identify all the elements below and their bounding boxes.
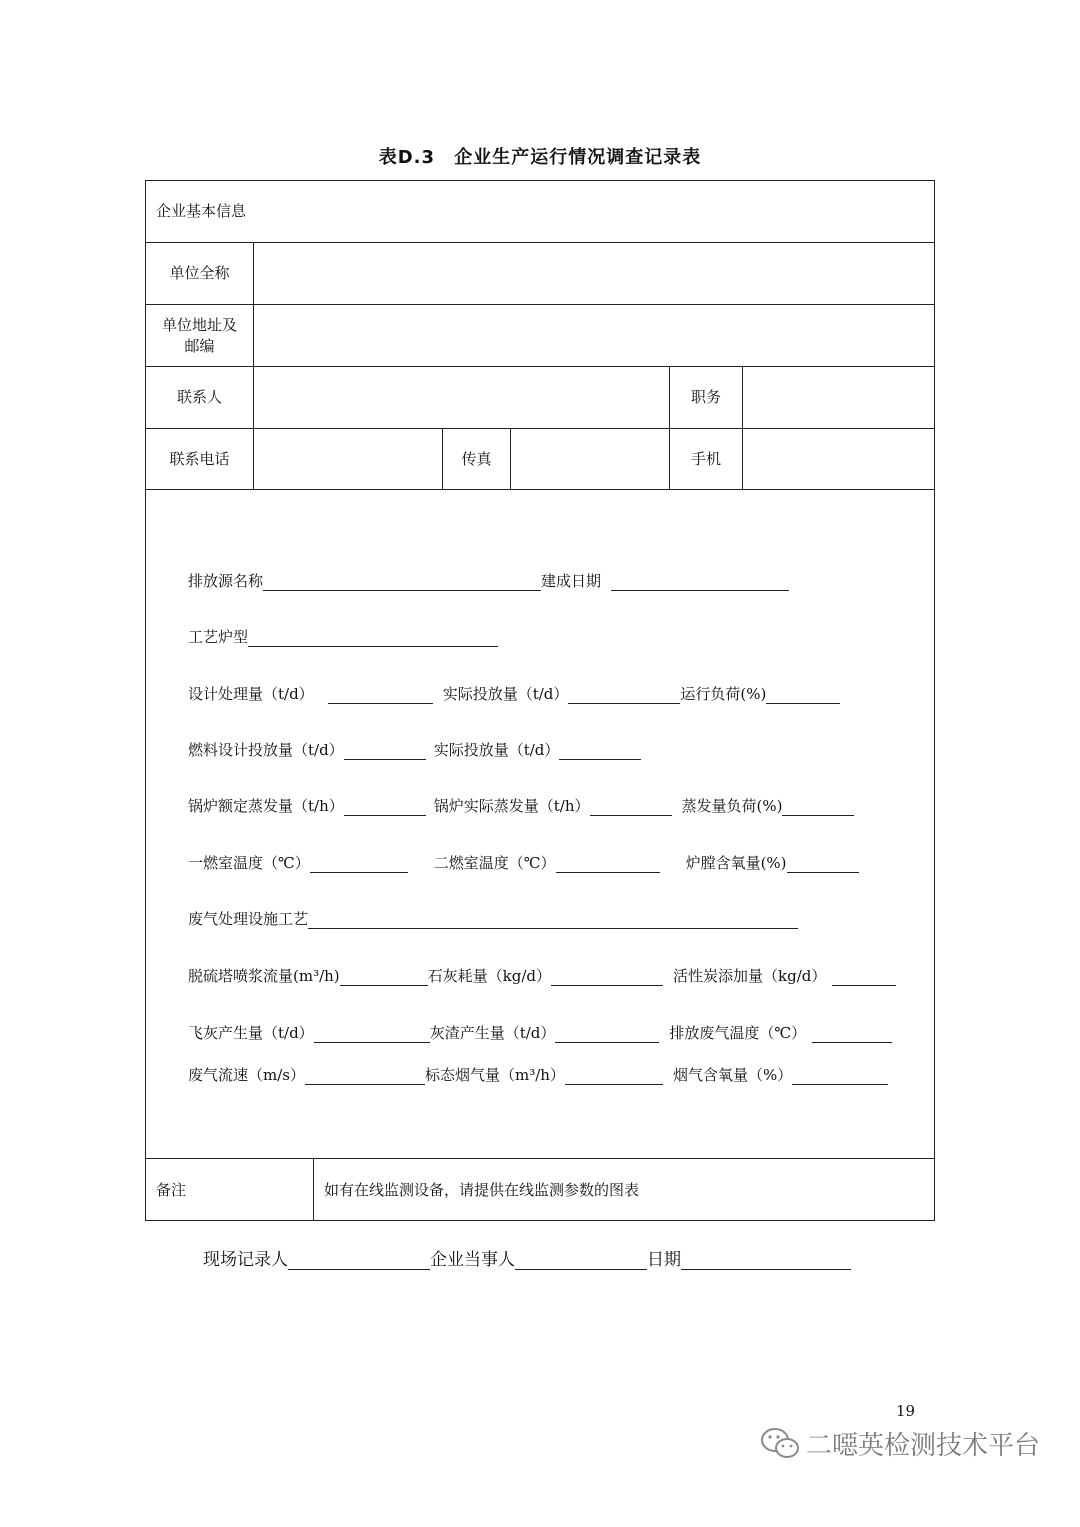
slag-blank[interactable] <box>555 1026 659 1043</box>
recorder-label: 现场记录人 <box>203 1250 288 1270</box>
standard-flue-gas-blank[interactable] <box>565 1068 663 1085</box>
boiler-rated-evaporation-blank[interactable] <box>344 799 426 816</box>
date-blank[interactable] <box>681 1251 851 1270</box>
watermark-text: 二噁英检测技术平台 <box>806 1431 1041 1461</box>
exhaust-temp-label: 排放废气温度（℃） <box>669 1024 807 1042</box>
recorder-blank[interactable] <box>288 1251 430 1270</box>
build-date-label: 建成日期 <box>541 572 602 590</box>
fax-label: 传真 <box>461 449 492 468</box>
unit-address-label <box>146 305 253 366</box>
form-row-fuel <box>188 736 641 760</box>
fuel-actual-input-label: 实际投放量（t/d） <box>433 741 560 759</box>
form-row-gas-treatment <box>188 905 798 929</box>
phone-label: 联系电话 <box>169 449 230 468</box>
fuel-design-input-blank[interactable] <box>344 743 426 760</box>
activated-carbon-label: 活性炭添加量（kg/d） <box>673 967 827 985</box>
fuel-design-input-label: 燃料设计投放量（t/d） <box>188 741 344 759</box>
emission-source-label: 排放源名称 <box>188 572 264 590</box>
furnace-type-label: 工艺炉型 <box>188 628 249 646</box>
fly-ash-blank[interactable] <box>314 1026 430 1043</box>
activated-carbon-blank[interactable] <box>832 969 896 986</box>
party-blank[interactable] <box>515 1251 647 1270</box>
page-number: 19 <box>896 1402 916 1420</box>
form-row-furnace-type <box>188 623 498 647</box>
signature-line <box>203 1245 851 1270</box>
contact-label: 联系人 <box>176 388 222 406</box>
evaporation-load-label: 蒸发量负荷(%) <box>681 797 783 815</box>
design-capacity-blank[interactable] <box>328 687 433 704</box>
gas-treatment-label: 废气处理设施工艺 <box>188 910 309 928</box>
form-row-boiler <box>188 792 854 816</box>
form-row-temperature <box>188 849 859 873</box>
operating-load-label: 运行负荷(%) <box>680 685 767 703</box>
fly-ash-label: 飞灰产生量（t/d） <box>188 1024 314 1042</box>
lime-consumption-label: 石灰耗量（kg/d） <box>427 967 552 985</box>
actual-input-blank[interactable] <box>568 687 680 704</box>
page-title <box>0 143 1080 169</box>
mobile-field[interactable] <box>743 429 934 489</box>
table-code: 表D.3 <box>378 147 436 168</box>
unit-address-field[interactable] <box>254 305 934 366</box>
wechat-icon <box>760 1427 800 1461</box>
date-label: 日期 <box>647 1250 681 1270</box>
boiler-actual-evaporation-blank[interactable] <box>590 799 672 816</box>
gas-treatment-blank[interactable] <box>308 912 798 929</box>
fuel-actual-input-blank[interactable] <box>559 743 641 760</box>
slurry-flow-blank[interactable] <box>340 969 428 986</box>
unit-address-label-line1: 单位地址及 <box>161 315 237 334</box>
actual-input-label: 实际投放量（t/d） <box>442 685 569 703</box>
operating-load-blank[interactable] <box>766 687 840 704</box>
boiler-rated-evaporation-label: 锅炉额定蒸发量（t/h） <box>188 797 344 815</box>
furnace-oxygen-label: 炉膛含氧量(%) <box>685 854 787 872</box>
furnace-oxygen-blank[interactable] <box>787 856 859 873</box>
gas-velocity-label: 废气流速（m/s） <box>188 1066 305 1084</box>
form-row-desulfurization <box>188 962 896 986</box>
unit-address-label-line2: 邮编 <box>184 336 215 355</box>
slurry-flow-label: 脱硫塔喷浆流量(m³/h) <box>188 967 340 985</box>
unit-name-label: 单位全称 <box>169 264 230 282</box>
standard-flue-gas-label: 标态烟气量（m³/h） <box>424 1066 565 1084</box>
form-row-flue-gas <box>188 1061 888 1085</box>
table-name: 企业生产运行情况调查记录表 <box>454 147 702 168</box>
flue-gas-oxygen-blank[interactable] <box>792 1068 888 1085</box>
design-capacity-label: 设计处理量（t/d） <box>188 685 314 703</box>
mobile-label: 手机 <box>690 449 721 468</box>
phone-field[interactable] <box>254 429 442 489</box>
build-date-blank[interactable] <box>611 574 789 591</box>
remarks-label: 备注 <box>156 1180 187 1199</box>
contact-field[interactable] <box>254 367 669 428</box>
secondary-chamber-temp-blank[interactable] <box>556 856 660 873</box>
flue-gas-oxygen-label: 烟气含氧量（%） <box>672 1066 793 1084</box>
section-header: 企业基本信息 <box>156 202 247 220</box>
furnace-type-blank[interactable] <box>248 630 498 647</box>
emission-source-blank[interactable] <box>263 574 541 591</box>
unit-name-field[interactable] <box>254 243 934 304</box>
party-label: 企业当事人 <box>430 1250 515 1270</box>
table-rule <box>145 489 935 490</box>
exhaust-temp-blank[interactable] <box>812 1026 892 1043</box>
lime-consumption-blank[interactable] <box>551 969 663 986</box>
gas-velocity-blank[interactable] <box>305 1068 425 1085</box>
slag-label: 灰渣产生量（t/d） <box>429 1024 556 1042</box>
watermark <box>760 1425 1040 1462</box>
primary-chamber-temp-label: 一燃室温度（℃） <box>188 854 310 872</box>
form-row-capacity <box>188 680 840 704</box>
primary-chamber-temp-blank[interactable] <box>310 856 408 873</box>
evaporation-load-blank[interactable] <box>782 799 854 816</box>
form-row-ash <box>188 1019 892 1043</box>
fax-field[interactable] <box>511 429 669 489</box>
remarks-text: 如有在线监测设备，请提供在线监测参数的图表 <box>324 1180 640 1199</box>
boiler-actual-evaporation-label: 锅炉实际蒸发量（t/h） <box>433 797 590 815</box>
secondary-chamber-temp-label: 二燃室温度（℃） <box>433 854 556 872</box>
position-label: 职务 <box>690 388 721 406</box>
table-rule <box>313 1158 314 1221</box>
position-field[interactable] <box>743 367 934 428</box>
form-row-emission-source <box>188 567 789 591</box>
